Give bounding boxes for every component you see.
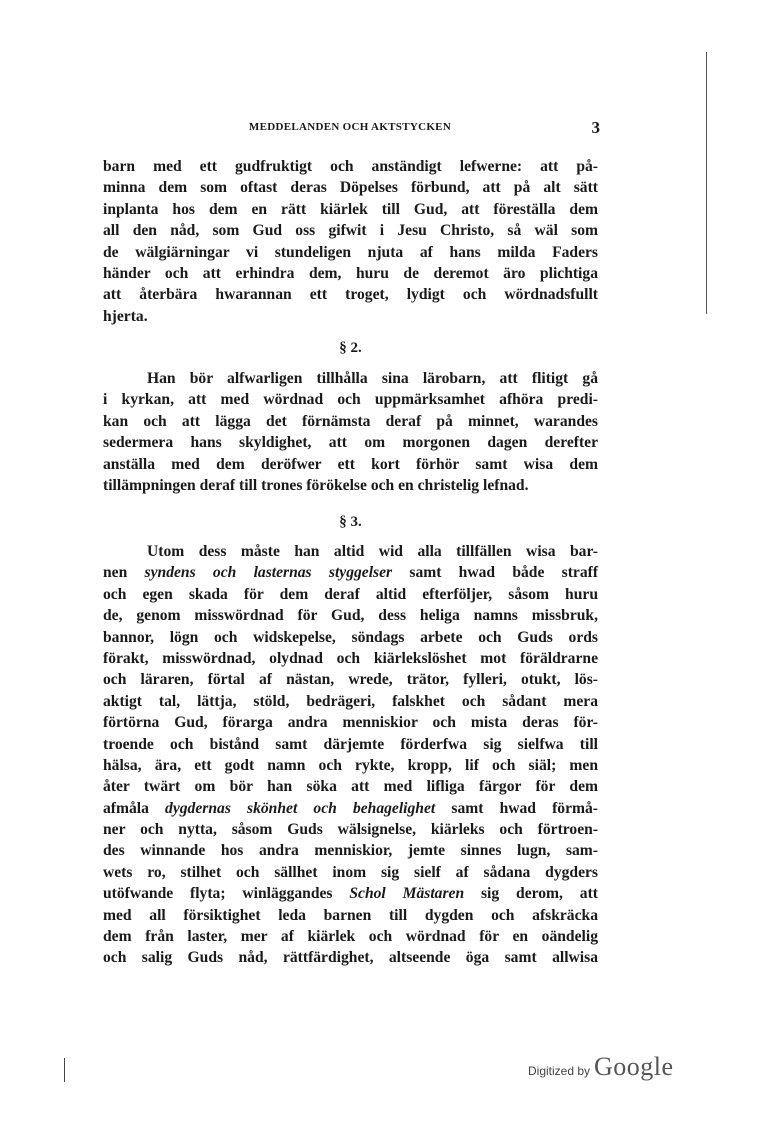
text-line: med all försiktighet leda barnen till dygden och afskräcka: [103, 906, 598, 924]
text-run: utöfwande flyta; winläggandes: [103, 885, 333, 903]
italic-phrase: dygdernas skönhet och behagelighet: [165, 799, 436, 817]
italic-phrase: syndens och lasternas styggelser: [144, 564, 393, 582]
text-line: sedermera hans skyldighet, att om morgonen dagen derefter: [103, 434, 598, 452]
paragraph-1: [103, 156, 598, 327]
text-line: aktigt tal, lättja, stöld, bedrägeri, falskhet och sådant mera: [103, 692, 598, 710]
text-line: [103, 798, 598, 819]
section-3-paragraph: [103, 541, 598, 969]
section-2-heading: § 2.: [339, 340, 362, 356]
scan-margin-tick: [64, 1058, 65, 1082]
text-line: wets ro, stilhet och sällhet inom sig sielf af sådana dygders: [103, 863, 598, 881]
text-line: troende och bistånd samt därjemte förderfwa sig sielfwa till: [103, 735, 598, 753]
text-run: afmåla: [103, 799, 149, 817]
text-line: de wälgiärningar vi stundeligen njuta af hans milda Faders: [103, 243, 598, 261]
text-line: bannor, lögn och widskepelse, söndags arbete och Guds ords: [103, 628, 598, 646]
text-run: samt hwad både straff: [409, 564, 599, 582]
text-line: förtörna Gud, förarga andra menniskior och mista deras för-: [103, 714, 598, 732]
text-line: i kyrkan, att med wördnad och uppmärksamhet afhöra predi-: [103, 391, 598, 409]
text-line: de, genom misswördnad för Gud, dess heliga namns missbruk,: [103, 607, 598, 625]
page-number: 3: [591, 118, 600, 137]
italic-phrase: Schol Mästaren: [349, 885, 465, 903]
section-3-heading: § 3.: [339, 514, 362, 530]
text-line: hjerta.: [103, 307, 148, 325]
scan-margin-rule: [706, 52, 707, 314]
text-run: sig derom, att: [480, 885, 598, 903]
text-line: kan och att lägga det förnämsta deraf på minnet, warandes: [103, 412, 598, 430]
text-line: och läraren, förtal af nästan, wrede, trätor, fylleri, otukt, lös-: [103, 671, 598, 689]
text-line: all den nåd, som Gud oss gifwit i Jesu Christo, så wäl som: [103, 222, 598, 240]
digitized-watermark: [528, 1052, 674, 1082]
text-line: [103, 883, 598, 904]
text-run: samt hwad förmå-: [451, 799, 599, 817]
text-line: des winnande hos andra menniskior, jemte sinnes lugn, sam-: [103, 842, 598, 860]
text-line: inplanta hos dem en rätt kiärlek till Gud, att föreställa dem: [103, 200, 598, 218]
text-line: [103, 562, 598, 583]
text-line: minna dem som oftast deras Döpelses förbund, att på alt sätt: [103, 179, 598, 197]
text-run: nen: [103, 564, 128, 582]
watermark-prefix: Digitized by: [528, 1064, 591, 1078]
text-line: och salig Guds nåd, rättfärdighet, altseende öga samt allwisa: [103, 949, 598, 967]
google-logo: Google: [594, 1052, 674, 1081]
text-line: åter twärt om bör han söka att med lifliga färgor för dem: [103, 778, 598, 796]
text-line: dem från laster, mer af kiärlek och wördnad för en oändelig: [103, 928, 598, 946]
text-line: anställa med dem deröfwer ett kort förhör samt wisa dem: [103, 455, 598, 473]
text-line: hälsa, ära, ett godt namn och rykte, kropp, lif och siäl; men: [103, 756, 598, 774]
text-line: förakt, misswördnad, olydnad och kiärlekslöshet mot föräldrarne: [103, 649, 598, 667]
running-header: [100, 118, 600, 138]
text-line: händer och att erhindra dem, huru de deremot äro plichtiga: [103, 264, 598, 282]
text-line: Han bör alfwarligen tillhålla sina lärobarn, att flitigt gå: [147, 370, 598, 387]
header-title: MEDDELANDEN OCH AKTSTYCKEN: [248, 121, 452, 133]
text-line: ner och nytta, såsom Guds wälsignelse, kiärleks och förtroen-: [103, 821, 598, 839]
text-line: tillämpningen deraf till trones förökelse och en christelig lefnad.: [103, 476, 529, 494]
text-line: att återbära hwarannan ett troget, lydigt och wördnadsfullt: [103, 286, 598, 304]
text-line: Utom dess måste han altid wid alla tillfällen wisa bar-: [147, 543, 598, 560]
text-line: barn med ett gudfruktigt och anständigt lefwerne: att på-: [103, 158, 598, 175]
text-line: och egen skada för dem deraf altid efterföljer, såsom huru: [103, 585, 598, 603]
section-2-paragraph: [103, 368, 598, 496]
